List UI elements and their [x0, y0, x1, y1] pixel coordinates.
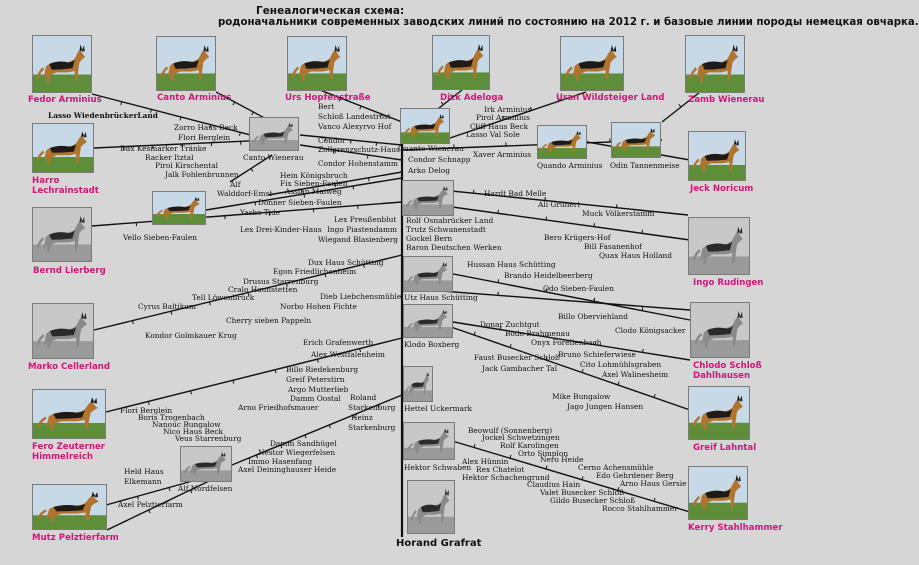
title-line-2: родоначальники современных заводских линий по состоянию на 2012 г. и базовые линии породы немецкая овчарка. [218, 17, 919, 28]
root-label-horand: Horand Grafrat [396, 538, 482, 549]
dog-photo-art [404, 305, 452, 337]
lineage-asslan: Asslan Maiweg [285, 187, 342, 196]
dog-photo-art [181, 447, 231, 481]
generation-tick [582, 476, 583, 479]
lineage-cito: Cito Lohmühlsgraben [580, 360, 662, 369]
lineage-nestor: Nestor Wiegerfelsen [258, 448, 336, 457]
node-label-odin-tannenmeise: Odin Tannenmeise [610, 161, 680, 170]
photo-harro [32, 123, 94, 173]
generation-tick [255, 202, 256, 205]
node-label-vello: Vello Sieben-Faulen [123, 233, 198, 242]
lineage-egon: Egon Friedlichenheim [273, 267, 357, 276]
generation-tick [305, 435, 306, 438]
lineage-lexdrei: Lex Drei-Kinder-Haus [240, 225, 322, 234]
lineage-bero: Bero Krügers-Hof [544, 233, 611, 242]
photo-bernd [32, 207, 92, 262]
founder-label-bernd: Bernd Lierberg [33, 266, 106, 276]
founder-label-marko: Marko Cellerland [28, 362, 111, 372]
lineage-heldhaus: Held Haus [124, 467, 164, 476]
lineage-wiegand: Wiegand Blasienberg [318, 235, 399, 244]
dog-photo-art [686, 36, 744, 92]
lineage-clodo: Clodo Königsacker [615, 326, 686, 335]
lineage-flori2: Flori Berglein [120, 406, 173, 415]
harro-line-2: Lechrainstadt [32, 186, 99, 196]
lineage-damm: Damm Oostal [290, 394, 341, 403]
photo-dick [432, 35, 490, 90]
lineage-norbo: Norbo Hohen Fichte [280, 302, 357, 311]
lineage-muck: Muck Völkerstamm [582, 209, 655, 218]
lineage-nanouc: Nanouc Bungalow [152, 420, 221, 429]
founder-label-dick: Dick Adeloga [440, 93, 504, 103]
lineage-stark1: Starkenburg [348, 403, 396, 412]
lineage-stark2: Starkenburg [348, 423, 396, 432]
generation-tick [329, 425, 330, 428]
lineage-onyx: Onyx Forellenbach [531, 338, 602, 347]
node-label-klodo: Klodo Boxberg [404, 340, 460, 349]
lineage-orto: Orto Simplon [518, 449, 569, 458]
lineage-valet: Valet Busecker Schloß [540, 488, 625, 497]
lineage-pirol1: Pirol Arminius [476, 113, 530, 122]
lineage-dax: Dax Kesmarker Tränke [120, 144, 207, 153]
dog-photo-art [404, 257, 452, 291]
dog-photo-art [612, 123, 660, 157]
lineage-zollgrenz: Zollgrenzschutz-Haus [318, 145, 400, 154]
dog-photo-art [33, 485, 106, 529]
photo-canto [156, 36, 216, 91]
founder-label-ingo: Ingo Rudingen [693, 278, 764, 288]
lineage-tell: Tell Löwenbrück [192, 293, 255, 302]
lineage-pirolk: Pirol Kirschental [155, 161, 219, 170]
photo-quando-arminius [537, 125, 587, 159]
lineage-mike: Mike Bungalow [552, 392, 611, 401]
lineage-condors: Condor Schnapp [408, 155, 471, 164]
dog-photo-art [157, 37, 215, 90]
photo-hektor [403, 422, 455, 460]
lineage-cliff: Cliff Haus Beck [470, 122, 529, 131]
founder-label-fedor: Fedor Arminius [28, 95, 102, 105]
lineage-drusus: Drusus Starrenburg [243, 277, 319, 286]
generation-tick [369, 178, 370, 181]
generation-tick [654, 394, 655, 397]
node-label-hektor: Hektor Schwaben [404, 463, 472, 472]
node-label-quando-arminius: Quando Arminius [537, 161, 603, 170]
lineage-beowulf: Beowulf (Sonnenberg) [468, 426, 553, 435]
lineage-vanco: Vanco Alexyrvo Hof [318, 122, 392, 131]
lineage-brando: Brando Heidelbeerberg [504, 271, 593, 280]
photo-urs [287, 36, 347, 91]
lineage-hussan: Hussan Haus Schütting [467, 260, 556, 269]
founder-label-jeck: Jeck Noricum [690, 184, 754, 194]
generation-tick [654, 498, 655, 501]
node-label-alf-nordfelsen: Alf Nordfelsen [178, 484, 233, 493]
lineage-rex: Rex Chatelot [476, 465, 525, 474]
chlodo-line-1: Chlodo Schloß [693, 361, 762, 371]
lineage-boris: Boris Trogenbach [138, 413, 205, 422]
generation-tick [149, 510, 151, 513]
generation-tick [679, 104, 681, 107]
lineage-billo: Billo Oberviehland [558, 312, 628, 321]
lineage-argo: Argo Mutterlieb [288, 385, 349, 394]
lineage-veus: Veus Starrenburg [175, 434, 242, 443]
founder-label-chlodo [693, 361, 762, 381]
photo-fero [32, 389, 106, 439]
lineage-cyrus: Cyrus Baltikum [138, 302, 197, 311]
dog-photo-art [33, 208, 91, 261]
fero-line-2: Himmelreich [32, 452, 94, 462]
generation-tick [546, 466, 547, 469]
lineage-donner: Donner Sieben-Faulen [258, 198, 342, 207]
node-label-utz: Utz Haus Schütting [404, 293, 478, 302]
photo-quanto-wienerau [400, 108, 450, 144]
lineage-arno: Arno Friedhofsmauer [238, 403, 319, 412]
generation-tick [510, 455, 511, 458]
lineage-kondor: Kondor Golmkauer Krug [145, 331, 237, 340]
lineage-cralo: Cralo Haunstetten [228, 285, 298, 294]
lineage-arnog: Arno Haus Gersie [620, 479, 687, 488]
lineage-ali: Ali Grünert [538, 200, 581, 209]
dog-photo-art [538, 126, 586, 158]
lineage-billor: Billo Riedekenburg [286, 365, 359, 374]
lineage-cerno: Cerno Achensmühle [578, 463, 654, 472]
photo-utz [403, 256, 453, 292]
photo-zamb [685, 35, 745, 93]
dog-photo-art [561, 37, 623, 90]
lineage-fix: Fix Sieben-Faulen [280, 179, 348, 188]
dog-photo-art [288, 37, 346, 90]
lineage-schloss: Schloß Landestrost [318, 112, 391, 121]
lineage-dammsand: Damm Sandhügel [270, 439, 337, 448]
lineage-jockel: Jockel Schwetzingen [482, 433, 560, 442]
generation-tick [251, 169, 253, 172]
founder-label-urs: Urs Hopfenstraße [285, 93, 371, 103]
founder-label-canto: Canto Arminius [157, 93, 232, 103]
lineage-cherry: Cherry sieben Pappeln [226, 316, 312, 325]
lineage-nero: Nero Heide [540, 455, 584, 464]
chlodo-line-2: Dahlhausen [693, 371, 751, 381]
dog-photo-art [689, 467, 747, 519]
lineage-baron: Baron Deutschen Werken [406, 243, 502, 252]
photo-hettel [403, 366, 433, 402]
photo-greif [688, 386, 750, 440]
founder-label-greif: Greif Lahntal [693, 443, 757, 453]
generation-tick [252, 112, 254, 115]
lineage-arko: Arko Delog [408, 166, 450, 175]
harro-line-1: Harro [32, 176, 60, 186]
generation-tick [367, 155, 368, 158]
title-line-1: Генеалогическая схема: [256, 5, 405, 17]
lineage-axelp: Axel Pelztierfarm [118, 500, 183, 509]
node-label-canto-wienerau: Canto Wienerau [243, 153, 304, 162]
lineage-zorro: Zorro Haus Beck [174, 123, 238, 132]
generation-tick [618, 382, 619, 385]
lineage-bert: Bert [318, 102, 335, 111]
lineage-erich: Erich Grafenwerth [303, 338, 374, 347]
node-label-quanto-wienerau: Quanto Wienerau [398, 144, 464, 153]
dog-photo-art [689, 218, 749, 274]
dog-photo-art [689, 132, 745, 180]
lineage-condor1: Condor [318, 136, 346, 145]
generation-tick [643, 349, 644, 352]
lineage-nico: Nico Haus Beck [163, 427, 223, 436]
lineage-quax: Quax Haus Holland [599, 251, 673, 260]
photo-kerry [688, 466, 748, 520]
lineage-racker: Racker Itztal [145, 153, 194, 162]
generation-tick [498, 279, 499, 282]
photo-klodo [403, 304, 453, 338]
photo-rolf-osnabrucker [402, 180, 454, 216]
generation-tick [360, 106, 361, 109]
lineage-ingop: Ingo Piastendamm [327, 225, 398, 234]
lineage-odo: Odo Sieben-Faulen [543, 284, 615, 293]
lineage-heinz: Heinz [351, 413, 373, 422]
lineage-axeld: Axel Deininghauser Heide [238, 465, 337, 474]
photo-uran [560, 36, 624, 91]
founder-label-kerry: Kerry Stahlhammer [688, 523, 783, 533]
photo-odin-tannenmeise [611, 122, 661, 158]
lineage-claudius: Claudius Hain [527, 480, 581, 489]
lineage-axel: Axel Walinesheim [602, 370, 669, 379]
lineage-hein: Hein Königsbruch [280, 171, 348, 180]
founder-label-uran: Uran Wildsteiger Land [556, 93, 665, 103]
generation-tick [353, 186, 354, 189]
node-label-rolf-osnabrucker: Rolf Osnabrücker Land [406, 216, 494, 225]
dog-photo-art [33, 36, 91, 92]
lineage-bruno: Bruno Schieferwiese [558, 350, 636, 359]
lineage-roland: Roland [350, 393, 377, 402]
dog-photo-art [404, 367, 432, 401]
dog-photo-art [689, 387, 749, 439]
dog-photo-art [403, 181, 453, 215]
lineage-alf: Alf [230, 180, 241, 189]
lineage-jack: Jack Gambacher Tal [482, 364, 558, 373]
dog-photo-art [433, 36, 489, 89]
founder-label-mutz: Mutz Pelztierfarm [32, 533, 119, 543]
lineage-gockel: Gockel Bern [406, 234, 453, 243]
lineage-trutz: Trutz Schwanenstadt [406, 225, 486, 234]
lineage-donar: Donar Zuchtgut [480, 320, 540, 329]
photo-canto-wienerau [249, 117, 299, 151]
founder-label-harro [32, 176, 99, 196]
dog-photo-art [153, 192, 205, 224]
lineage-flori1: Flori Berglein [178, 133, 231, 142]
lineage-elkemann: Elkemann [124, 477, 162, 486]
lineage-lexp: Lex Preußenblut [334, 215, 397, 224]
dog-photo-art [691, 303, 749, 357]
photo-chlodo [690, 302, 750, 358]
lineage-alexw: Alex Westfalenheim [311, 350, 385, 359]
lineage-faust: Faust Busecker Schloß [474, 353, 560, 362]
photo-bottom-dog [407, 480, 455, 534]
lineage-immo: Immo Hasenfang [248, 457, 313, 466]
lineage-walddorf: Walddorf-Emst [217, 189, 273, 198]
photo-marko [32, 303, 94, 359]
dog-photo-art [250, 118, 298, 150]
photo-ingo [688, 217, 750, 275]
lineage-dux: Dux Haus Schütting [308, 258, 384, 267]
lineage-lasso: Lasso WiedenbrückerLand [48, 111, 158, 120]
lineage-bodo: Bodo Brahmenau [505, 329, 570, 338]
lineage-rolfk: Rolf Karolingen [500, 441, 559, 450]
photo-alf-nordfelsen [180, 446, 232, 482]
lineage-irk: Irk Arminius [484, 105, 532, 114]
generation-tick [642, 307, 643, 310]
dog-photo-art [404, 423, 454, 459]
lineage-bill: Bill Fasanenhof [584, 242, 642, 251]
lineage-greifp: Greif Peterstirn [286, 375, 345, 384]
lineage-condorh: Condor Hohenstamm [318, 159, 398, 168]
photo-vello [152, 191, 206, 225]
generation-tick [474, 444, 475, 447]
lineage-dieb: Dieb Liebchensmühle [320, 292, 402, 301]
lineage-jalk: Jalk Fohlenbrunnen [165, 170, 239, 179]
generation-tick [474, 332, 475, 335]
lineage-yasko: Yasko Tide [240, 208, 281, 217]
founder-label-zamb: Zamb Wienerau [688, 95, 765, 105]
lineage-hardt: Hardt Bad Melle [484, 189, 547, 198]
fero-line-1: Fero Zeuterner [32, 442, 106, 452]
lineage-edo: Edo Gehrdener Berg [596, 471, 674, 480]
photo-fedor [32, 35, 92, 93]
lineage-hektors: Hektor Schachengrund [462, 473, 550, 482]
generation-tick [510, 344, 511, 347]
founder-label-fero [32, 442, 105, 462]
photo-mutz [32, 484, 107, 530]
photo-jeck [688, 131, 746, 181]
dog-photo-art [33, 390, 105, 438]
generation-tick [233, 102, 235, 105]
lineage-rocco: Rocco Stahlhammer [602, 504, 678, 513]
dog-photo-art [401, 109, 449, 143]
dog-photo-art [408, 481, 454, 533]
node-label-hettel: Hettel Uckermark [404, 404, 473, 413]
dog-photo-art [33, 124, 93, 172]
lineage-alexh: Alex Hünnin [462, 457, 509, 466]
generation-tick [582, 369, 583, 372]
lineage-jago: Jago Jungen Hansen [567, 402, 644, 411]
generation-tick [169, 488, 170, 491]
lineage-gildo: Gildo Busecker Schloß [550, 496, 636, 505]
dog-photo-art [33, 304, 93, 358]
lineage-xaver: Xaver Arminius [473, 150, 532, 159]
lineage-lassoval: Lasso Val Sole [466, 130, 520, 139]
